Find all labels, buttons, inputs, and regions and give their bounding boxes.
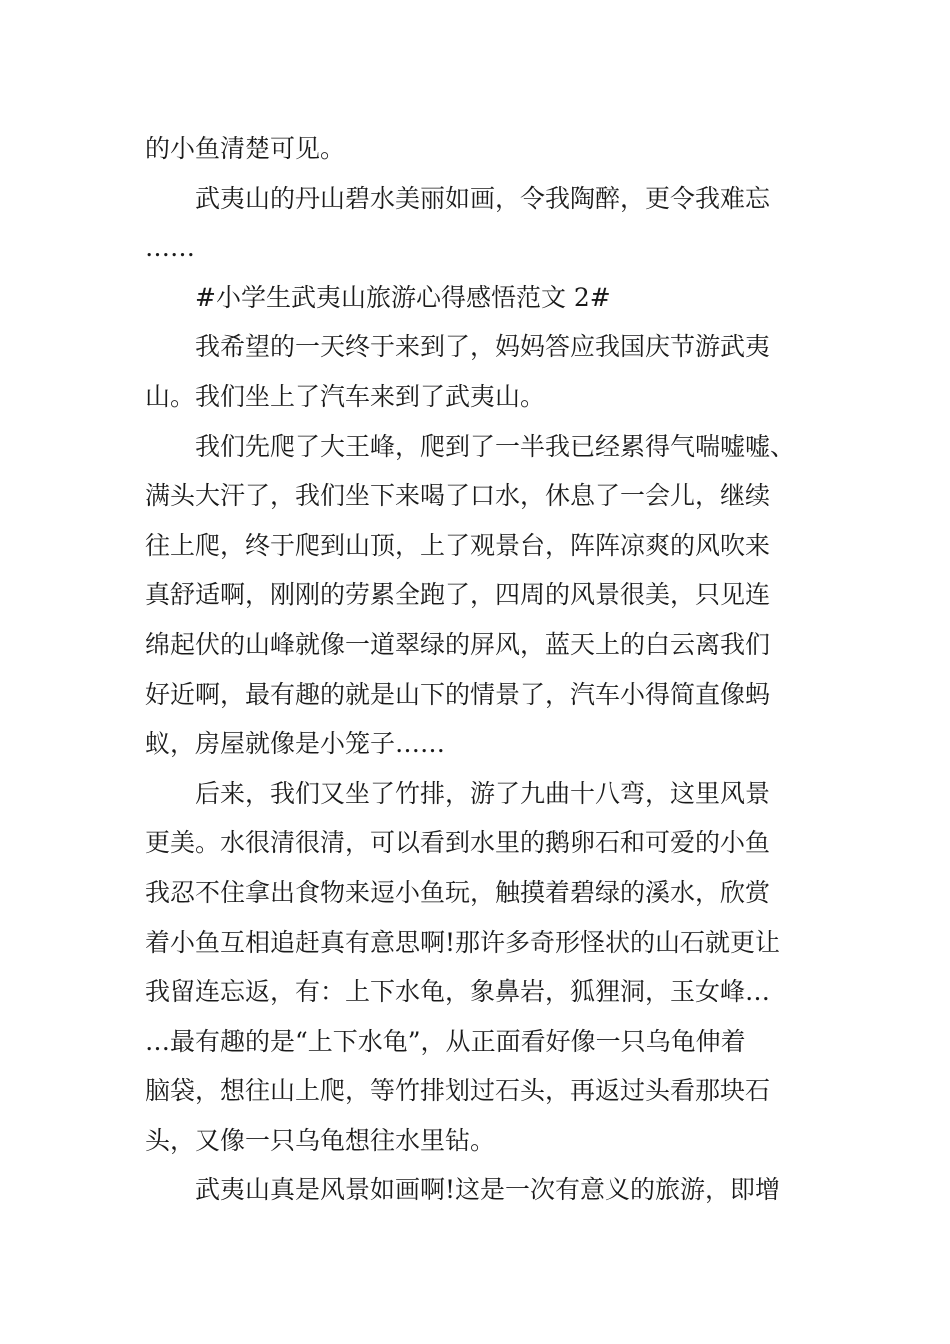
text-line: 蚁，房屋就像是小笼子……	[145, 729, 446, 759]
text-line: ……	[145, 233, 195, 263]
text-line: 我希望的一天终于来到了，妈妈答应我国庆节游武夷	[195, 332, 771, 362]
article-body	[145, 124, 810, 1215]
text-line: …最有趣的是“上下水龟”，从正面看好像一只乌龟伸着	[145, 1026, 746, 1056]
text-line: 更美。水很清很清，可以看到水里的鹅卵石和可爱的小鱼	[145, 828, 771, 858]
section-heading: #小学生武夷山旅游心得感悟范文 2#	[195, 282, 611, 312]
text-line: 满头大汗了，我们坐下来喝了口水，休息了一会儿，继续	[145, 481, 771, 511]
text-line: 的小鱼清楚可见。	[145, 134, 346, 163]
text-line: 脑袋，想往山上爬，等竹排划过石头，再返过头看那块石	[145, 1076, 771, 1106]
text-line: 绵起伏的山峰就像一道翠绿的屏风，蓝天上的白云离我们	[145, 629, 771, 659]
text-line: 我忍不住拿出食物来逗小鱼玩，触摸着碧绿的溪水，欣赏	[145, 877, 771, 907]
text-line: 真舒适啊，刚刚的劳累全跑了，四周的风景很美，只见连	[145, 580, 771, 610]
text-line: 往上爬，终于爬到山顶，上了观景台，阵阵凉爽的风吹来	[145, 530, 771, 560]
text-line: 我留连忘返，有：上下水龟，象鼻岩，狐狸洞，玉女峰…	[145, 977, 771, 1007]
text-line: 好近啊，最有趣的就是山下的情景了，汽车小得简直像蚂	[145, 679, 771, 709]
text-line: 武夷山的丹山碧水美丽如画，令我陶醉，更令我难忘	[195, 183, 771, 213]
text-line: 武夷山真是风景如画啊!这是一次有意义的旅游，即增	[195, 1175, 781, 1205]
text-line: 山。我们坐上了汽车来到了武夷山。	[145, 381, 546, 411]
text-line: 头，又像一只乌龟想往水里钻。	[145, 1125, 496, 1155]
text-line: 着小鱼互相追赶真有意思啊!那许多奇形怪状的山石就更让	[145, 927, 781, 957]
text-line: 我们先爬了大王峰，爬到了一半我已经累得气喘嘘嘘、	[195, 431, 796, 461]
text-line: 后来，我们又坐了竹排，游了九曲十八弯，这里风景	[195, 778, 771, 808]
